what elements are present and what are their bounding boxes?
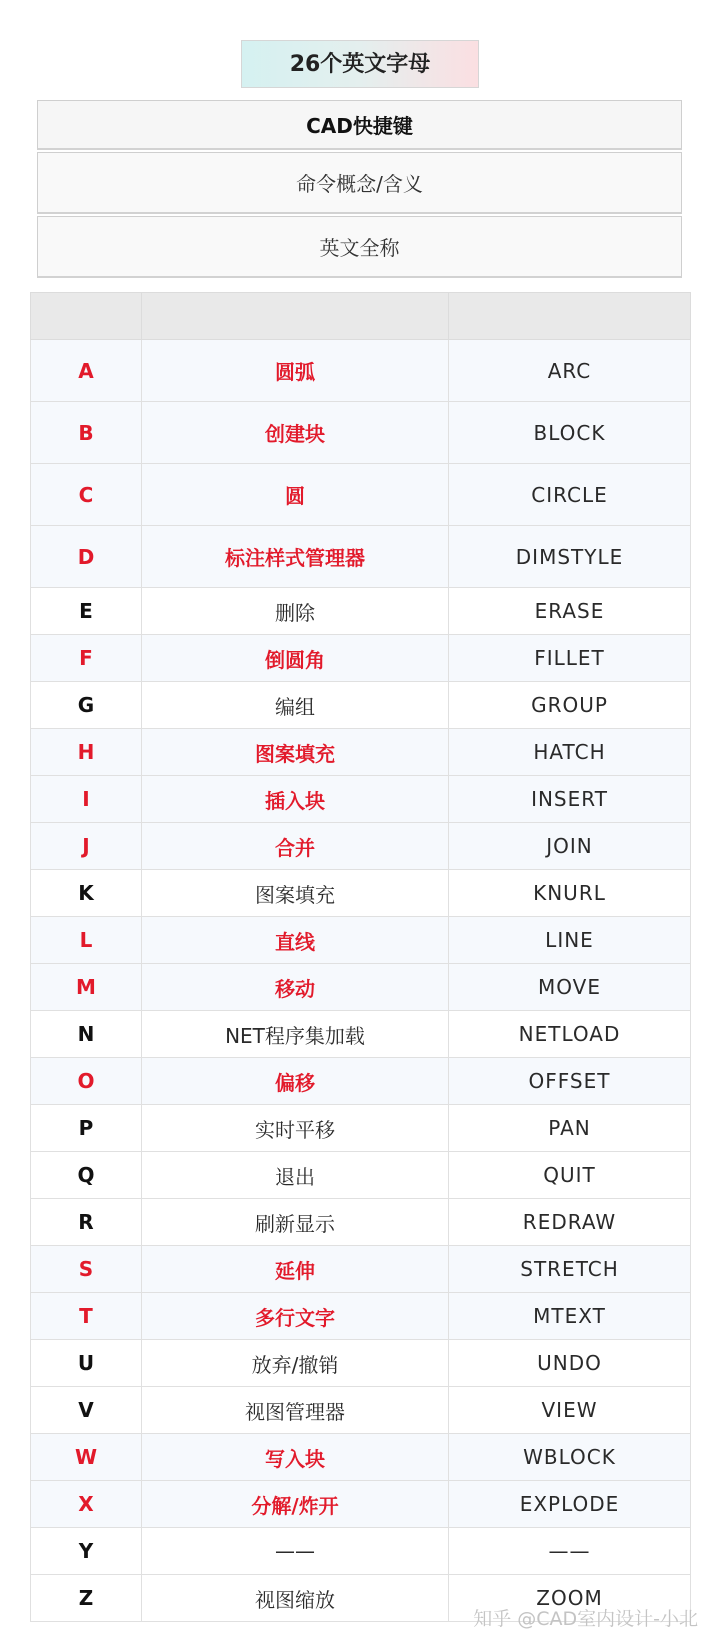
english-name-cell: ERASE (449, 588, 691, 635)
key-cell: Z (31, 1575, 142, 1622)
english-name-cell: MTEXT (449, 1293, 691, 1340)
english-name-cell: INSERT (449, 776, 691, 823)
key-cell: T (31, 1293, 142, 1340)
key-cell: H (31, 729, 142, 776)
command-name-cell: 分解/炸开 (142, 1481, 449, 1528)
key-cell: S (31, 1246, 142, 1293)
table-row (31, 682, 691, 729)
table-row (31, 1481, 691, 1528)
key-cell: P (31, 1105, 142, 1152)
english-name-cell: VIEW (449, 1387, 691, 1434)
english-name-cell: WBLOCK (449, 1434, 691, 1481)
table-row (31, 1434, 691, 1481)
table-row (31, 588, 691, 635)
english-name-cell: ZOOM (449, 1575, 691, 1622)
command-name-cell: 退出 (142, 1152, 449, 1199)
table-row (31, 464, 691, 526)
key-cell: Q (31, 1152, 142, 1199)
key-cell: V (31, 1387, 142, 1434)
shortcut-table-body (31, 293, 691, 1622)
page-title: 26个英文字母 (241, 40, 479, 88)
key-cell: F (31, 635, 142, 682)
command-name-cell: 编组 (142, 682, 449, 729)
key-cell: N (31, 1011, 142, 1058)
command-name-cell: 倒圆角 (142, 635, 449, 682)
table-row (31, 1058, 691, 1105)
key-cell: A (31, 340, 142, 402)
key-cell: B (31, 402, 142, 464)
english-name-cell: DIMSTYLE (449, 526, 691, 588)
table-row (31, 870, 691, 917)
english-name-cell: JOIN (449, 823, 691, 870)
table-row (31, 1152, 691, 1199)
table-row (31, 526, 691, 588)
key-cell: C (31, 464, 142, 526)
table-row (31, 776, 691, 823)
command-name-cell: 视图管理器 (142, 1387, 449, 1434)
english-name-cell: KNURL (449, 870, 691, 917)
column-header-key (31, 293, 142, 340)
english-name-cell: UNDO (449, 1340, 691, 1387)
key-cell: O (31, 1058, 142, 1105)
english-name-cell: CIRCLE (449, 464, 691, 526)
table-row (31, 1387, 691, 1434)
table-row (31, 1105, 691, 1152)
key-cell: M (31, 964, 142, 1011)
english-name-cell: NETLOAD (449, 1011, 691, 1058)
key-cell: X (31, 1481, 142, 1528)
table-row (31, 1011, 691, 1058)
command-name-cell: 延伸 (142, 1246, 449, 1293)
table-row (31, 402, 691, 464)
english-name-cell: —— (449, 1528, 691, 1575)
table-row (31, 823, 691, 870)
table-row (31, 729, 691, 776)
english-name-cell: PAN (449, 1105, 691, 1152)
table-row (31, 964, 691, 1011)
english-name-cell: MOVE (449, 964, 691, 1011)
english-name-cell: STRETCH (449, 1246, 691, 1293)
command-name-cell: —— (142, 1528, 449, 1575)
key-cell: E (31, 588, 142, 635)
english-name-cell: BLOCK (449, 402, 691, 464)
command-name-cell: 图案填充 (142, 870, 449, 917)
header-shortcut: CAD快捷键 (37, 100, 682, 150)
key-cell: D (31, 526, 142, 588)
column-header-name (142, 293, 449, 340)
key-cell: U (31, 1340, 142, 1387)
english-name-cell: LINE (449, 917, 691, 964)
command-name-cell: 直线 (142, 917, 449, 964)
command-name-cell: 圆弧 (142, 340, 449, 402)
table-row (31, 1199, 691, 1246)
command-name-cell: 标注样式管理器 (142, 526, 449, 588)
key-cell: J (31, 823, 142, 870)
key-cell: Y (31, 1528, 142, 1575)
command-name-cell: 多行文字 (142, 1293, 449, 1340)
key-cell: K (31, 870, 142, 917)
table-row (31, 340, 691, 402)
english-name-cell: HATCH (449, 729, 691, 776)
command-name-cell: 移动 (142, 964, 449, 1011)
key-cell: R (31, 1199, 142, 1246)
english-name-cell: GROUP (449, 682, 691, 729)
command-name-cell: 删除 (142, 588, 449, 635)
column-header-row (31, 293, 691, 340)
command-name-cell: 放弃/撤销 (142, 1340, 449, 1387)
command-name-cell: 偏移 (142, 1058, 449, 1105)
table-row (31, 1246, 691, 1293)
english-name-cell: FILLET (449, 635, 691, 682)
key-cell: G (31, 682, 142, 729)
table-row (31, 1528, 691, 1575)
table-row (31, 917, 691, 964)
english-name-cell: ARC (449, 340, 691, 402)
title-container (0, 40, 720, 88)
column-header-english (449, 293, 691, 340)
command-name-cell: 实时平移 (142, 1105, 449, 1152)
header-meaning: 命令概念/含义 (37, 152, 682, 214)
english-name-cell: REDRAW (449, 1199, 691, 1246)
command-name-cell: 合并 (142, 823, 449, 870)
key-cell: W (31, 1434, 142, 1481)
english-name-cell: QUIT (449, 1152, 691, 1199)
header-english: 英文全称 (37, 216, 682, 278)
shortcut-table (30, 292, 691, 1622)
key-cell: I (31, 776, 142, 823)
english-name-cell: OFFSET (449, 1058, 691, 1105)
command-name-cell: 插入块 (142, 776, 449, 823)
command-name-cell: 写入块 (142, 1434, 449, 1481)
command-name-cell: 图案填充 (142, 729, 449, 776)
table-row (31, 635, 691, 682)
command-name-cell: NET程序集加载 (142, 1011, 449, 1058)
key-cell: L (31, 917, 142, 964)
table-row (31, 1340, 691, 1387)
command-name-cell: 刷新显示 (142, 1199, 449, 1246)
command-name-cell: 创建块 (142, 402, 449, 464)
watermark: 知乎 @CAD室内设计-小北 (473, 1608, 698, 1630)
command-name-cell: 圆 (142, 464, 449, 526)
english-name-cell: EXPLODE (449, 1481, 691, 1528)
table-row (31, 1293, 691, 1340)
command-name-cell: 视图缩放 (142, 1575, 449, 1622)
